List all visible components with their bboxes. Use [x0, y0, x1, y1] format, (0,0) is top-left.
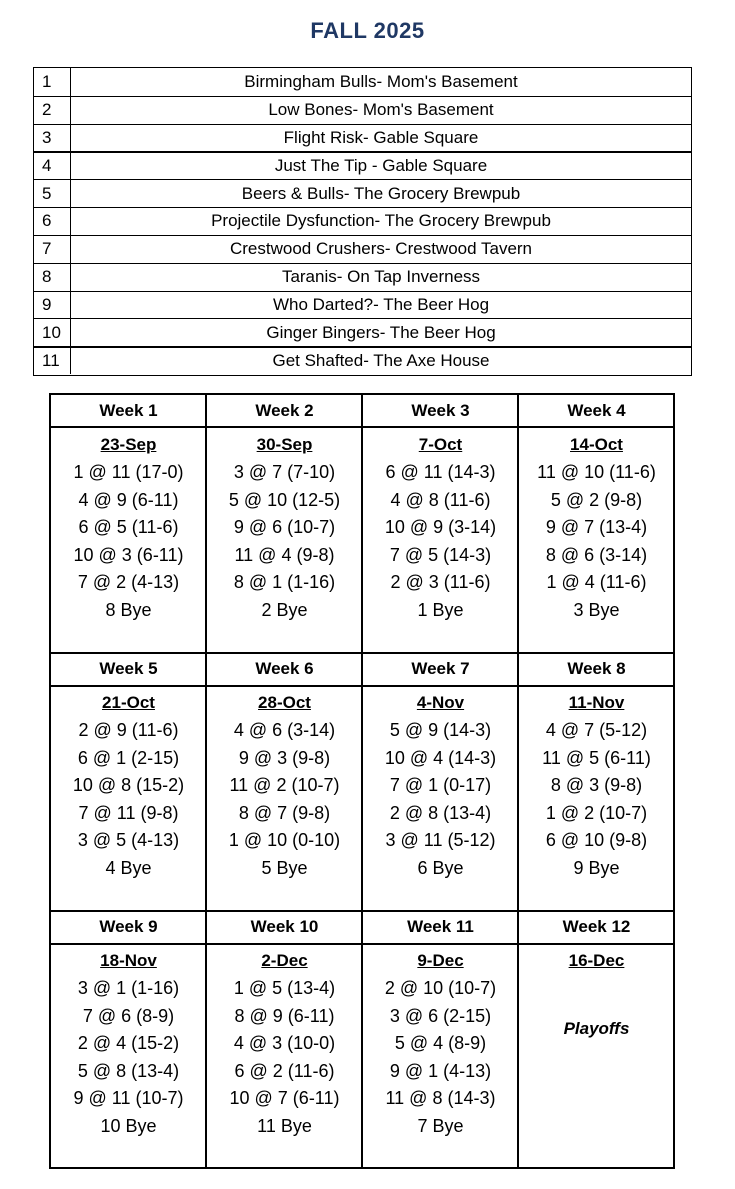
game-result: 9 Bye [573, 857, 620, 878]
grid-divider [51, 685, 673, 687]
game-result: 4 @ 7 (5-12) [545, 720, 648, 740]
game-result: 3 Bye [573, 599, 620, 620]
week-label: Week 12 [562, 917, 631, 936]
week-date: 7-Oct [418, 435, 463, 454]
team-name: Projectile Dysfunction- The Grocery Brewpub [211, 211, 551, 231]
game-result: 5 Bye [261, 857, 308, 878]
team-number: 5 [34, 180, 71, 207]
week-cell [519, 431, 674, 624]
week-cell [207, 431, 362, 624]
game-result: 10 @ 4 (14-3) [384, 747, 497, 768]
game-result: 2 @ 10 (10-7) [384, 978, 497, 998]
team-row [34, 291, 691, 319]
game-result: 2 Bye [261, 599, 308, 620]
week-date: 14-Oct [570, 435, 623, 454]
game-result: 2 @ 3 (11-6) [390, 572, 491, 592]
game-result: 9 @ 7 (13-4) [545, 517, 648, 537]
game-result: 4 @ 8 (11-6) [390, 489, 491, 510]
game-result: 1 @ 5 (13-4) [233, 978, 336, 998]
week-cell [363, 431, 518, 624]
game-result: 8 @ 3 (9-8) [550, 775, 643, 795]
team-row [34, 96, 691, 124]
game-result: 6 @ 2 (11-6) [234, 1060, 335, 1081]
team-name: Get Shafted- The Axe House [272, 351, 490, 371]
team-number: 11 [34, 348, 71, 374]
game-result: 10 @ 7 (6-11) [229, 1088, 340, 1108]
game-result: 5 @ 9 (14-3) [389, 720, 492, 740]
game-result: 11 Bye [257, 1115, 312, 1136]
week-label: Week 3 [411, 401, 470, 420]
game-result: 11 @ 4 (9-8) [234, 544, 335, 565]
game-result: 5 @ 10 (12-5) [228, 489, 341, 510]
game-result: 6 @ 11 (14-3) [385, 462, 496, 482]
game-result: 11 @ 5 (6-11) [542, 747, 651, 768]
page-title: FALL 2025 [310, 18, 425, 43]
game-result: 4 @ 3 (10-0) [233, 1033, 336, 1053]
week-date: 18-Nov [100, 951, 157, 970]
game-result: 9 @ 3 (9-8) [238, 747, 331, 768]
grid-divider [51, 426, 673, 428]
schedule-grid [49, 393, 675, 1169]
team-row [34, 318, 691, 346]
game-result: 3 @ 6 (2-15) [389, 1005, 492, 1026]
week-date: 2-Dec [261, 951, 308, 970]
team-row [34, 263, 691, 291]
team-number: 9 [34, 292, 71, 319]
team-row [34, 68, 691, 96]
team-name: Birmingham Bulls- Mom's Basement [244, 71, 518, 91]
team-name: Just The Tip - Gable Square [274, 156, 488, 176]
week-cell [207, 689, 362, 882]
team-name: Ginger Bingers- The Beer Hog [266, 322, 496, 342]
team-name: Beers & Bulls- The Grocery Brewpub [241, 183, 521, 203]
game-result: 2 @ 8 (13-4) [389, 802, 492, 823]
team-number: 6 [34, 208, 71, 235]
week-label: Week 5 [99, 659, 158, 678]
game-result: 11 @ 10 (11-6) [537, 462, 656, 482]
week-date: 30-Sep [256, 435, 313, 454]
game-result: 6 @ 10 (9-8) [545, 830, 648, 850]
team-number: 4 [34, 153, 71, 179]
game-result: 7 Bye [417, 1115, 464, 1136]
week-cell [51, 947, 206, 1140]
week-cell [363, 947, 518, 1140]
week-label: Week 7 [411, 659, 470, 678]
week-cell [363, 689, 518, 882]
team-table [33, 67, 692, 376]
team-name: Crestwood Crushers- Crestwood Tavern [229, 239, 533, 259]
game-result: 5 @ 2 (9-8) [550, 489, 643, 510]
game-result: 7 @ 6 (8-9) [82, 1005, 175, 1026]
game-result: 9 @ 6 (10-7) [233, 517, 336, 537]
week-label: Week 11 [407, 917, 474, 936]
team-row [34, 124, 691, 152]
week-label: Week 1 [99, 401, 158, 420]
team-number: 7 [34, 236, 71, 263]
team-name: Who Darted?- The Beer Hog [272, 294, 490, 314]
game-result: 8 @ 1 (1-16) [233, 572, 336, 592]
game-result: 8 @ 6 (3-14) [545, 544, 648, 565]
week-date: 9-Dec [417, 951, 464, 970]
game-result: 6 Bye [417, 857, 464, 878]
week-cell [51, 431, 206, 624]
team-row [34, 346, 691, 374]
week-cell [207, 947, 362, 1140]
game-result: 6 @ 1 (2-15) [77, 747, 180, 768]
game-result: 1 @ 11 (17-0) [73, 462, 184, 482]
team-row [34, 179, 691, 207]
team-number: 10 [34, 319, 71, 346]
game-result: 6 @ 5 (11-6) [78, 517, 179, 537]
game-result: 7 @ 11 (9-8) [78, 802, 179, 823]
game-result: 5 @ 8 (13-4) [77, 1060, 180, 1081]
game-result: 4 Bye [105, 857, 152, 878]
week-cell [519, 689, 674, 882]
team-name: Low Bones- Mom's Basement [268, 100, 494, 120]
grid-divider [51, 943, 673, 945]
game-result: 7 @ 2 (4-13) [77, 572, 180, 592]
game-result: 10 Bye [100, 1115, 157, 1136]
game-result: 5 @ 4 (8-9) [394, 1033, 487, 1053]
team-number: 8 [34, 264, 71, 291]
grid-divider [51, 652, 673, 654]
team-row [34, 151, 691, 179]
week-cell [51, 689, 206, 882]
team-number: 2 [34, 97, 71, 124]
game-result: 9 @ 1 (4-13) [389, 1060, 492, 1081]
week-date: 11-Nov [568, 693, 625, 712]
game-result: 3 @ 5 (4-13) [77, 830, 180, 850]
grid-divider [51, 910, 673, 912]
team-name: Flight Risk- Gable Square [283, 128, 479, 148]
game-result: 8 @ 7 (9-8) [238, 802, 331, 823]
game-result: 4 @ 9 (6-11) [78, 489, 179, 510]
week-label: Week 9 [99, 917, 158, 936]
game-result: 10 @ 3 (6-11) [73, 544, 184, 565]
game-result: 3 @ 7 (7-10) [233, 462, 336, 482]
game-result: 11 @ 2 (10-7) [229, 775, 340, 795]
game-result: 7 @ 5 (14-3) [389, 544, 492, 565]
week-date: 16-Dec [568, 951, 625, 970]
game-result: 11 @ 8 (14-3) [385, 1088, 496, 1108]
week-date: 4-Nov [416, 693, 465, 712]
team-row [34, 207, 691, 235]
game-result: 1 @ 4 (11-6) [546, 572, 647, 592]
game-result: 10 @ 8 (15-2) [72, 775, 185, 795]
game-result: 9 @ 11 (10-7) [73, 1088, 184, 1108]
game-result: 1 Bye [417, 599, 464, 620]
playoffs-note: Playoffs [563, 1019, 630, 1038]
game-result: 3 @ 11 (5-12) [385, 830, 496, 850]
team-number: 1 [34, 68, 71, 96]
week-date: 21-Oct [102, 693, 155, 712]
week-label: Week 10 [250, 917, 319, 936]
game-result: 3 @ 1 (1-16) [77, 978, 180, 998]
game-result: 4 @ 6 (3-14) [233, 720, 336, 740]
week-label: Week 6 [255, 659, 314, 678]
week-cell [519, 947, 674, 1039]
game-result: 1 @ 2 (10-7) [545, 802, 648, 823]
game-result: 1 @ 10 (0-10) [228, 830, 341, 850]
game-result: 8 Bye [105, 599, 152, 620]
game-result: 2 @ 9 (11-6) [78, 720, 179, 740]
team-row [34, 235, 691, 263]
week-date: 28-Oct [258, 693, 311, 712]
week-label: Week 4 [567, 401, 626, 420]
game-result: 7 @ 1 (0-17) [389, 775, 492, 795]
team-number: 3 [34, 125, 71, 152]
week-label: Week 2 [255, 401, 314, 420]
team-name: Taranis- On Tap Inverness [281, 267, 481, 287]
game-result: 2 @ 4 (15-2) [77, 1033, 180, 1053]
week-date: 23-Sep [100, 435, 157, 454]
week-label: Week 8 [567, 659, 626, 678]
game-result: 10 @ 9 (3-14) [384, 517, 497, 537]
game-result: 8 @ 9 (6-11) [234, 1005, 335, 1026]
